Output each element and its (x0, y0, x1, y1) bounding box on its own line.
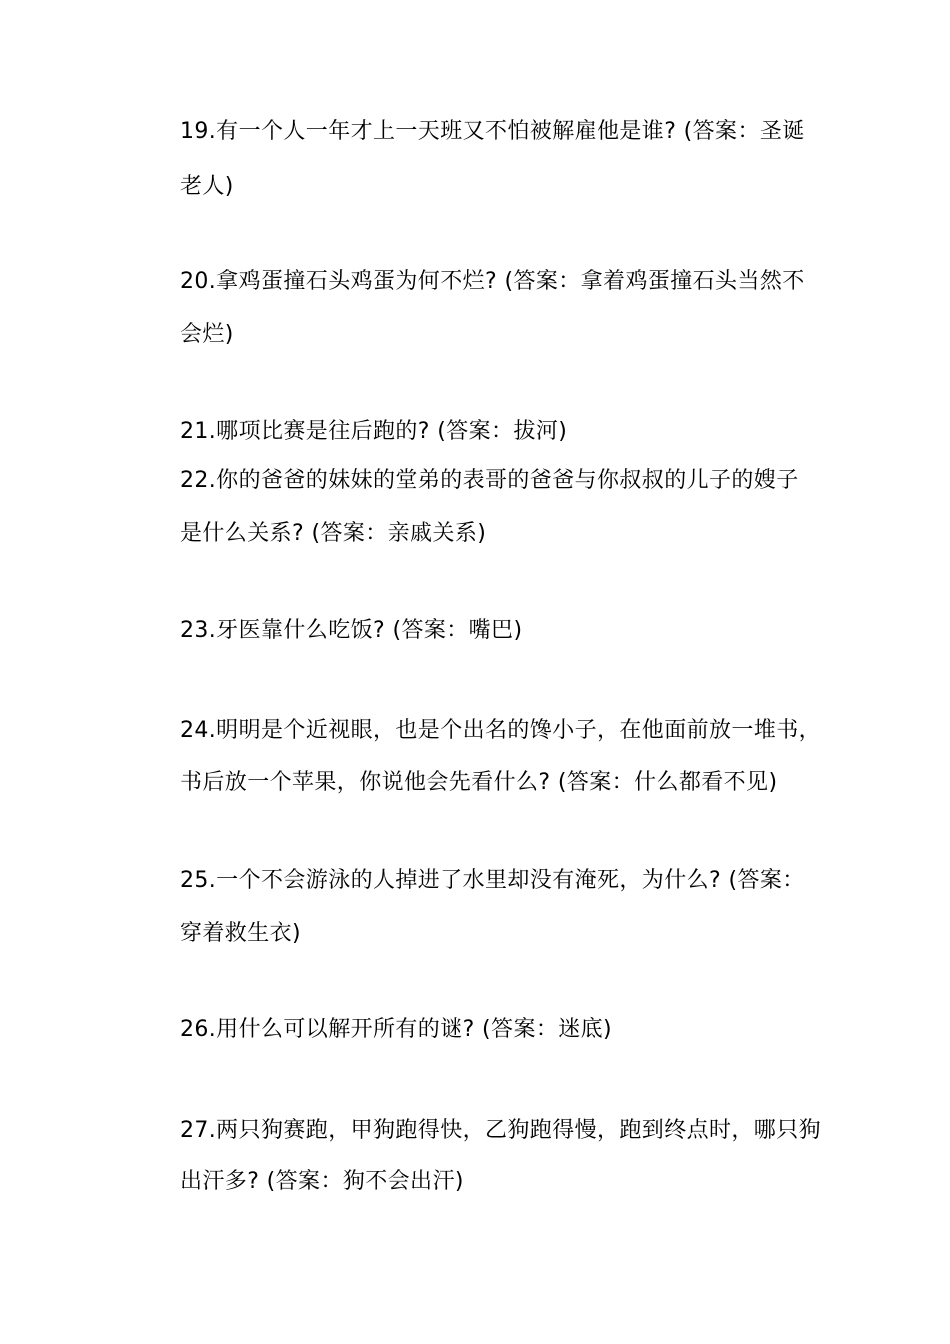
riddle-25-line-2: 穿着救生衣) (180, 921, 301, 946)
riddle-25-line-1: 25.一个不会游泳的人掉进了水里却没有淹死，为什么? (答案： (180, 868, 805, 893)
riddle-20-line-1: 20.拿鸡蛋撞石头鸡蛋为何不烂? (答案：拿着鸡蛋撞石头当然不 (180, 269, 805, 294)
riddle-22-line-2: 是什么关系? (答案：亲戚关系) (180, 521, 487, 546)
riddle-27-line-2: 出汗多? (答案：狗不会出汗) (180, 1169, 464, 1194)
riddle-19-line-1: 19.有一个人一年才上一天班又不怕被解雇他是谁? (答案：圣诞 (180, 119, 805, 144)
riddle-27-line-1: 27.两只狗赛跑，甲狗跑得快，乙狗跑得慢，跑到终点时，哪只狗 (180, 1118, 821, 1143)
riddle-23-line-1: 23.牙医靠什么吃饭? (答案：嘴巴) (180, 618, 523, 643)
riddle-22-line-1: 22.你的爸爸的妹妹的堂弟的表哥的爸爸与你叔叔的儿子的嫂子 (180, 468, 799, 493)
riddle-26-line-1: 26.用什么可以解开所有的谜? (答案：迷底) (180, 1017, 613, 1042)
riddle-19-line-2: 老人) (180, 174, 234, 199)
riddle-24-line-2: 书后放一个苹果，你说他会先看什么? (答案：什么都看不见) (180, 770, 778, 795)
riddle-21-line-1: 21.哪项比赛是往后跑的? (答案：拔河) (180, 419, 568, 444)
riddle-20-line-2: 会烂) (180, 322, 234, 347)
riddle-24-line-1: 24.明明是个近视眼，也是个出名的馋小子，在他面前放一堆书， (180, 718, 821, 743)
